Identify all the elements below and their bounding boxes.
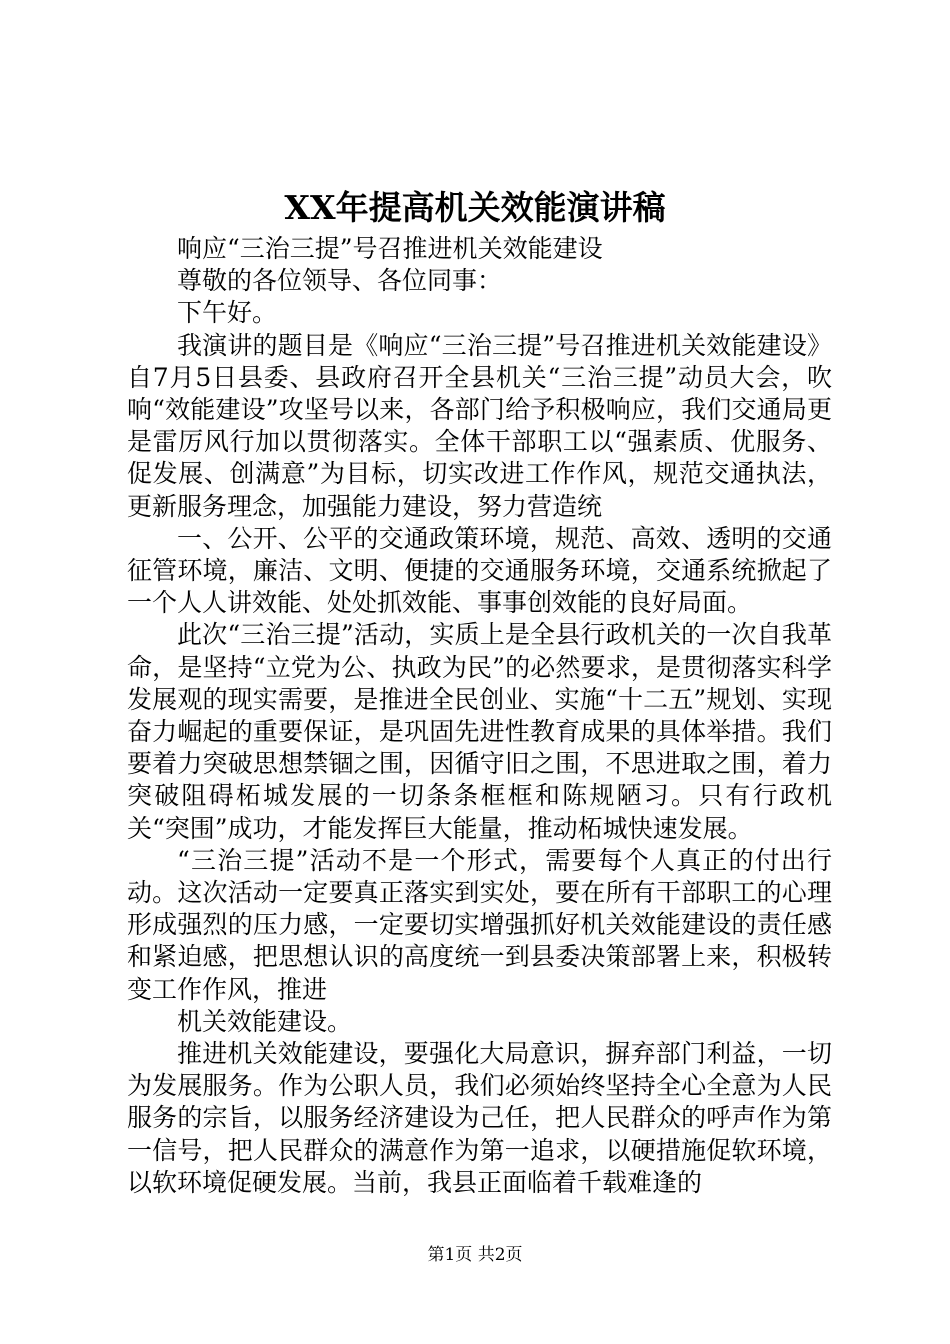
- body-paragraph: “三治三提”活动不是一个形式，需要每个人真正的付出行动。这次活动一定要真正落实到实处，要在所有干部职工的心理形成强烈的压力感，一定要切实增强抓好机关效能建设的责任感和紧迫感，把思想认识的高度统一到县委决策部署上来，积极转变工作作风，推进: [127, 845, 832, 1004]
- body-paragraph: 我演讲的题目是《响应“三治三提”号召推进机关效能建设》自7月5日县委、县政府召开全县机关“三治三提”动员大会，吹响“效能建设”攻坚号以来，各部门给予积极响应，我们交通局更是雷厉风行加以贯彻落实。全体干部职工以“强素质、优服务、促发展、创满意”为目标，切实改进工作作风，规范交通执法，更新服务理念，加强能力建设，努力营造统: [127, 330, 832, 521]
- document-body: [127, 233, 832, 1199]
- body-paragraph: 机关效能建设。: [177, 1006, 353, 1036]
- page-footer: 第1页 共2页: [427, 1245, 523, 1265]
- subtitle-paragraph: 响应“三治三提”号召推进机关效能建设: [177, 234, 603, 263]
- salutation-paragraph: 尊敬的各位领导、各位同事：: [177, 266, 503, 296]
- document-title: XX年提高机关效能演讲稿: [284, 188, 666, 227]
- body-paragraph: 一、公开、公平的交通政策环境，规范、高效、透明的交通征管环境，廉洁、文明、便捷的交通服务环境，交通系统掀起了一个人人讲效能、处处抓效能、事事创效能的良好局面。: [127, 523, 832, 618]
- body-paragraph: 推进机关效能建设，要强化大局意识，摒弃部门利益，一切为发展服务。作为公职人员，我们必须始终坚持全心全意为人民服务的宗旨，以服务经济建设为己任，把人民群众的呼声作为第一信号，把人民群众的满意作为第一追求，以硬措施促软环境，以软环境促硬发展。当前，我县正面临着千载难逢的: [127, 1039, 832, 1197]
- body-paragraph: 此次“三治三提”活动，实质上是全县行政机关的一次自我革命，是坚持“立党为公、执政为民”的必然要求，是贯彻落实科学发展观的现实需要，是推进全民创业、实施“十二五”规划、实现奋力崛起的重要保证，是巩固先进性教育成果的具体举措。我们要着力突破思想禁锢之围，因循守旧之围，不思进取之围，着力突破阻碍柘城发展的一切条条框框和陈规陋习。只有行政机关“突围”成功，才能发挥巨大能量，推动柘城快速发展。: [127, 620, 832, 843]
- greeting-paragraph: 下午好。: [177, 298, 278, 328]
